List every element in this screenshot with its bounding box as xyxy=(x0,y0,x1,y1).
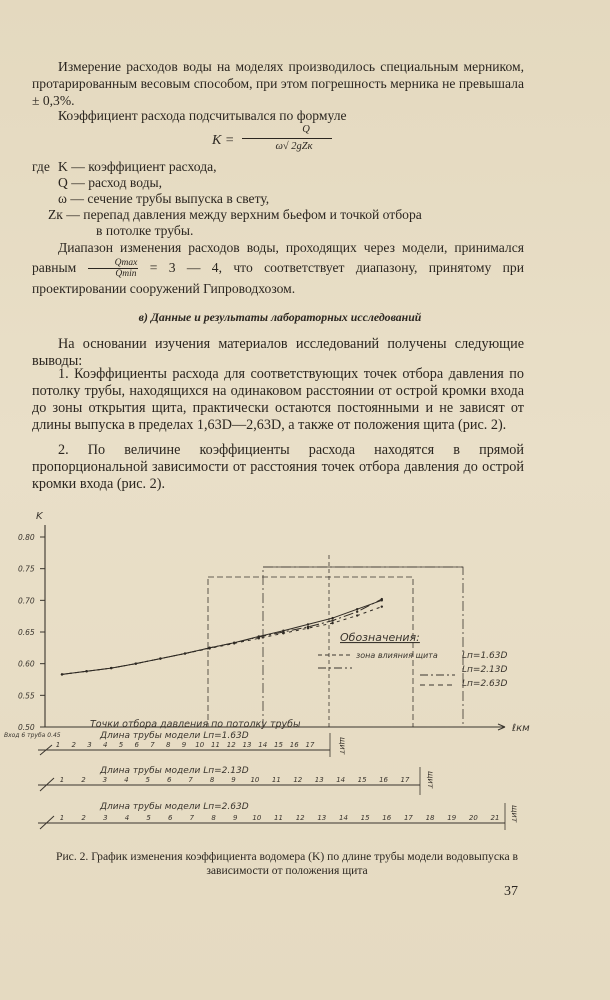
scale-tick-label: 3 xyxy=(103,814,108,822)
scale-tick-label: 5 xyxy=(145,776,150,784)
data-point xyxy=(135,662,137,664)
scale-tick-label: 17 xyxy=(403,814,413,822)
x-axis-unit-label: ℓкм xyxy=(512,723,530,734)
scale-tick-label: 13 xyxy=(314,776,324,784)
data-point xyxy=(85,670,87,672)
scale-tick-label: 17 xyxy=(305,741,315,749)
data-point xyxy=(356,611,358,613)
scale-tick-label: 3 xyxy=(87,741,92,749)
scale-tick-label: 12 xyxy=(293,776,303,784)
scale-tick-label: 6 xyxy=(166,776,172,784)
figure-caption: Рис. 2. График изменения коэффициента водомера (K) по длине трубы модели водовыпуска в зависимости от положения щита xyxy=(56,850,518,877)
scale-tick-label: 6 xyxy=(134,741,139,749)
data-point xyxy=(233,642,235,644)
scale-tick-label: 13 xyxy=(317,814,327,822)
paragraph-formula-intro: Коэффициент расхода подсчитывался по формуле xyxy=(58,108,347,123)
data-point xyxy=(110,667,112,669)
scale-tick-label: 15 xyxy=(357,776,367,784)
series-line-2 xyxy=(62,599,382,674)
scale-gate-2: щит xyxy=(426,771,435,789)
formula-numerator: Q xyxy=(302,124,310,135)
scale-tick-label: 5 xyxy=(118,741,124,749)
legend-value-2: Lп=2.13D xyxy=(462,665,508,675)
data-point xyxy=(307,627,309,629)
scale-tick-label: 8 xyxy=(166,741,171,749)
scale-tick-label: 1 xyxy=(59,776,65,784)
scale-tick-label: 15 xyxy=(274,741,283,749)
formula-lhs: K = xyxy=(212,133,235,148)
scale-label-3: Длина трубы модели Lп=2.63D xyxy=(100,802,249,812)
data-point xyxy=(282,632,284,634)
data-point xyxy=(356,614,358,616)
scale-brackets xyxy=(40,745,54,829)
scale-tick-label: 1 xyxy=(55,741,61,749)
y-tick-label: 0.80 xyxy=(18,533,35,542)
scale-tick-label: 10 xyxy=(195,741,205,749)
scale-tick-label: 15 xyxy=(360,814,370,822)
series-line-3 xyxy=(62,607,382,675)
data-point xyxy=(61,673,63,675)
def-q: Q — расход воды, xyxy=(58,175,163,190)
paragraph-conclusion-2: 2. По величине коэффициенты расхода находятся в прямой пропорциональной зависимости от расстояния точек отбора давления до острой кромки входа (рис. 2). xyxy=(32,442,524,492)
paragraph-conclusions-intro: На основании изучения материалов исследований получены следующие выводы: xyxy=(32,336,524,369)
formula-fraction-bar xyxy=(242,138,332,139)
x-axis-caption: Точки отбора давления по потолку трубы xyxy=(90,719,301,730)
data-point xyxy=(258,637,260,639)
y-tick-label: 0.55 xyxy=(18,691,35,701)
scale-tick-label: 5 xyxy=(146,814,151,822)
scale-tick-label: 14 xyxy=(336,776,346,784)
scale-tick-label: 12 xyxy=(226,741,236,749)
scale-tick-label: 19 xyxy=(447,814,457,822)
scale-gate-3: щит xyxy=(510,805,519,823)
def-z: Zк — перепад давления между верхним бьефом и точкой отбора xyxy=(48,207,422,222)
legend-zone-label: зона влияния щита xyxy=(356,651,438,660)
data-point xyxy=(331,622,333,624)
scale-tick-label: 13 xyxy=(242,741,252,749)
scale-tick-label: 9 xyxy=(231,776,236,784)
formula-denominator: ω√ 2gZк xyxy=(275,141,313,152)
scale-tick-label: 4 xyxy=(103,741,108,749)
scale-tick-label: 16 xyxy=(379,776,389,784)
scale-tick-label: 2 xyxy=(71,741,76,749)
data-point xyxy=(356,608,358,610)
scale-tick-label: 12 xyxy=(295,814,305,822)
scale-tick-label: 2 xyxy=(81,776,86,784)
scale-tick-label: 10 xyxy=(250,776,260,784)
discharge-formula xyxy=(212,124,352,160)
def-z-cont: в потолке трубы. xyxy=(96,223,194,238)
data-point xyxy=(331,617,333,619)
scale-tick-label: 20 xyxy=(468,814,478,822)
y-tick-label: 0.50 xyxy=(18,723,35,732)
range-text-b: = 3 — 4, что соответствует диапазону, принятому при проектировании сооружений Гипроводхозом. xyxy=(32,260,524,297)
def-k: K — коэффициент расхода, xyxy=(58,159,217,174)
figure-2 xyxy=(0,505,610,843)
range-fraction xyxy=(88,258,139,279)
scale-label-2: Длина трубы модели Lп=2.13D xyxy=(100,766,249,776)
data-point xyxy=(208,647,210,649)
y-tick-label: 0.65 xyxy=(18,628,35,637)
data-point xyxy=(159,657,161,659)
y-tick-label: 0.70 xyxy=(18,596,35,606)
scale-tick-label: 7 xyxy=(150,741,155,749)
scale-tick-label: 7 xyxy=(188,776,193,784)
data-point xyxy=(381,598,383,600)
paragraph-conclusion-1: 1. Коэффициенты расхода для соответствующих точек отбора давления по потолку трубы, находящихся на одинаковом расстоянии от острой кромки входа до зоны открытия щита, практически остаются постоянными и не зависят от длины выпуска в пределах 1,63D—2,63D, а также от положения щита (рис. 2). xyxy=(32,366,524,433)
y-tick-label: 0.75 xyxy=(18,564,35,574)
scale-tick-label: 9 xyxy=(232,814,238,822)
data-point xyxy=(381,605,383,607)
scale-tick-label: 18 xyxy=(425,814,435,822)
scale-tick-label: 21 xyxy=(490,814,500,822)
legend-value-1: Lп=1.63D xyxy=(462,651,508,661)
side-note: Вход 6 труба 0.45 xyxy=(4,732,61,739)
legend-value-3: Lп=2.63D xyxy=(462,679,508,689)
gate-zone-2 xyxy=(263,567,463,727)
range-text-a: Диапазон изменения расходов воды, проходящих через модели, принимался равным xyxy=(32,240,524,275)
scale-tick-label: 16 xyxy=(382,814,392,822)
scale-tick-label: 10 xyxy=(252,814,262,822)
def-intro: где xyxy=(32,159,50,174)
coefficient-chart xyxy=(0,505,610,843)
y-tick-label: 0.60 xyxy=(18,659,35,669)
range-fraction-num: Qmax xyxy=(88,258,139,269)
scale-tick-label: 16 xyxy=(289,741,299,749)
scale-tick-label: 2 xyxy=(81,814,86,822)
scale-tick-label: 4 xyxy=(124,776,129,784)
def-omega: ω — сечение трубы выпуска в свету, xyxy=(58,191,270,206)
scale-tick-label: 14 xyxy=(258,741,268,749)
scale-tick-label: 8 xyxy=(209,776,215,784)
scale-tick-label: 14 xyxy=(338,814,348,822)
scale-tick-label: 9 xyxy=(181,741,187,749)
data-point xyxy=(331,619,333,621)
scale-tick-label: 11 xyxy=(271,776,281,784)
range-fraction-den: Qmin xyxy=(115,269,137,280)
scale-tick-label: 11 xyxy=(274,814,283,822)
data-point xyxy=(307,623,309,625)
scale-tick-label: 1 xyxy=(59,814,65,822)
scale-tick-label: 17 xyxy=(400,776,410,784)
scale-tick-label: 11 xyxy=(211,741,220,749)
scale-tick-label: 7 xyxy=(189,814,195,822)
scale-tick-label: 3 xyxy=(102,776,108,784)
section-heading: в) Данные и результаты лабораторных исследований xyxy=(138,310,422,324)
scale-tick-label: 4 xyxy=(124,814,130,822)
data-point xyxy=(184,652,186,654)
scale-tick-label: 6 xyxy=(168,814,173,822)
scale-tick-label: 8 xyxy=(211,814,216,822)
scale-gate-1: щит xyxy=(338,737,347,755)
paragraph-range xyxy=(32,238,524,299)
page-number: 37 xyxy=(504,884,518,899)
legend-title: Обозначения: xyxy=(340,631,420,644)
scale-label-1: Длина трубы модели Lп=1.63D xyxy=(100,731,249,741)
paragraph-measurement: Измерение расходов воды на моделях производилось специальным мерником, протарированным весовым способом, при этом погрешность мерника не превышала ± 0,3%. xyxy=(32,59,524,108)
y-axis-label: K xyxy=(36,511,43,522)
series-line-1 xyxy=(62,600,382,674)
